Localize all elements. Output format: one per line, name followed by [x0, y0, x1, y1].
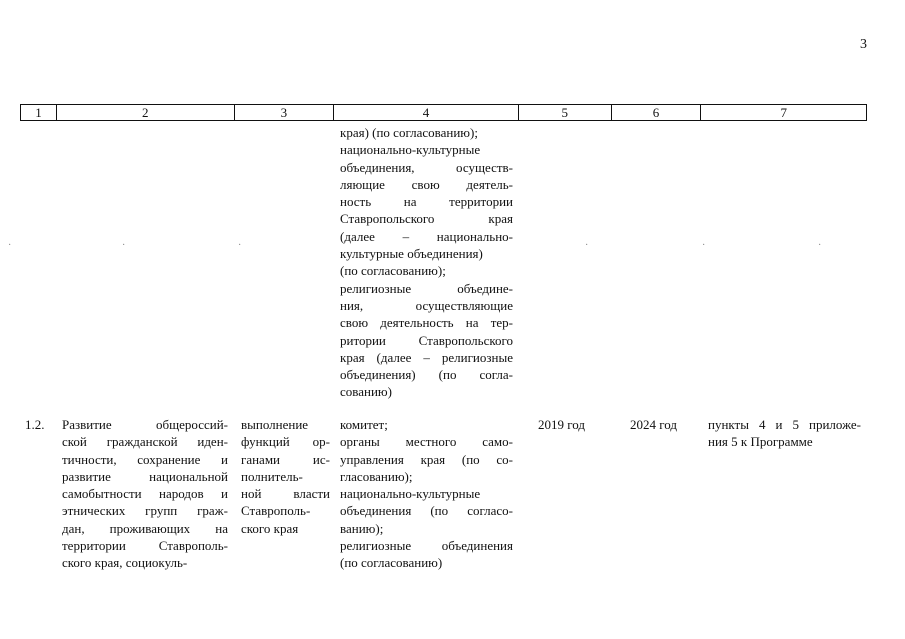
- column-number-1: 1: [35, 105, 42, 120]
- cell-text-line: ванию);: [340, 520, 384, 536]
- cell-text-line: национально-культурные: [340, 142, 481, 158]
- cell-text-line: культурные объединения): [340, 246, 483, 262]
- cell-text-line: ганами ис-: [241, 451, 330, 467]
- page-number: 3: [860, 37, 867, 52]
- cell-text-line: органы местного само-: [340, 434, 513, 450]
- cell-text-line: ния, осуществляющие: [340, 297, 513, 313]
- column-number-3: 3: [234, 105, 334, 120]
- scan-dot: ·: [238, 240, 242, 251]
- cell-text-line: объединения (по согласо-: [340, 503, 513, 519]
- cell-text-line: сованию): [340, 384, 392, 400]
- cell-text-line: управления края (по со-: [340, 451, 513, 467]
- column-number-2: 2: [56, 105, 234, 120]
- cell-text-line: религиозные объединения: [340, 538, 513, 554]
- cell-text-line: дан, проживающих на: [62, 520, 228, 536]
- scan-dot: ·: [8, 240, 12, 251]
- start-year-cell: [538, 416, 608, 433]
- column-number-7: 7: [700, 105, 866, 120]
- cell-text-line: этнических групп граж-: [62, 503, 228, 519]
- cell-text-line: (по согласованию): [340, 555, 443, 571]
- scan-dot: ·: [585, 240, 589, 251]
- cell-text-line: (далее – национально-: [340, 228, 513, 244]
- cell-text-line: ритории Ставропольского: [340, 332, 513, 348]
- cell-text-line: пункты 4 и 5 приложе-: [708, 417, 861, 432]
- cell-text-line: свою деятельность на тер-: [340, 315, 513, 331]
- program-link-cell: [708, 416, 861, 451]
- cell-text-line: Развитие общероссий-: [62, 417, 228, 432]
- cell-text-line: ния 5 к Программе: [708, 434, 813, 450]
- continuation-col4-cell: [340, 124, 513, 401]
- cell-text-line: функций ор-: [241, 434, 330, 450]
- cell-text-line: выполнение: [241, 417, 309, 432]
- table-header-row: [20, 104, 867, 121]
- cell-text-line: объединения, осуществ-: [340, 159, 513, 175]
- cell-text-line: территории Ставрополь-: [62, 538, 228, 554]
- cell-text-line: Ставропольского края: [340, 211, 513, 227]
- cell-text-line: ского края: [241, 520, 299, 536]
- row-number: 1.2.: [25, 417, 45, 432]
- column-number-5: 5: [518, 105, 611, 120]
- column-number-6: 6: [611, 105, 701, 120]
- scan-dot: ·: [702, 240, 706, 251]
- cell-text-line: ского края, социокуль-: [62, 555, 188, 571]
- start-year: 2019 год: [538, 417, 585, 432]
- cell-text-line: национально-культурные: [340, 486, 481, 502]
- cell-text-line: ляющие свою деятель-: [340, 176, 513, 192]
- activity-type-cell: [241, 416, 330, 537]
- cell-text-line: края (далее – религиозные: [340, 349, 513, 365]
- cell-text-line: края) (по согласованию);: [340, 125, 478, 140]
- cell-text-line: ной власти: [241, 486, 330, 502]
- column-number-4: 4: [333, 105, 518, 120]
- scan-dot: ·: [122, 240, 126, 251]
- cell-text-line: гласованию);: [340, 468, 413, 484]
- cell-text-line: религиозные объедине-: [340, 280, 513, 296]
- activity-description-cell: [62, 416, 228, 572]
- cell-text-line: ность на территории: [340, 194, 513, 210]
- scan-dot: ·: [818, 240, 822, 251]
- cell-text-line: развитие национальной: [62, 468, 228, 484]
- cell-text-line: тичности, сохранение и: [62, 451, 228, 467]
- cell-text-line: Ставрополь-: [241, 503, 311, 519]
- cell-text-line: ской гражданской иден-: [62, 434, 228, 450]
- executors-cell: [340, 416, 513, 572]
- row-number-cell: [25, 416, 59, 433]
- cell-text-line: самобытности народов и: [62, 486, 228, 502]
- cell-text-line: комитет;: [340, 417, 388, 432]
- cell-text-line: объединения) (по согла-: [340, 367, 513, 383]
- cell-text-line: (по согласованию);: [340, 263, 446, 279]
- end-year: 2024 год: [630, 417, 677, 432]
- end-year-cell: [630, 416, 700, 433]
- cell-text-line: полнитель-: [241, 468, 303, 484]
